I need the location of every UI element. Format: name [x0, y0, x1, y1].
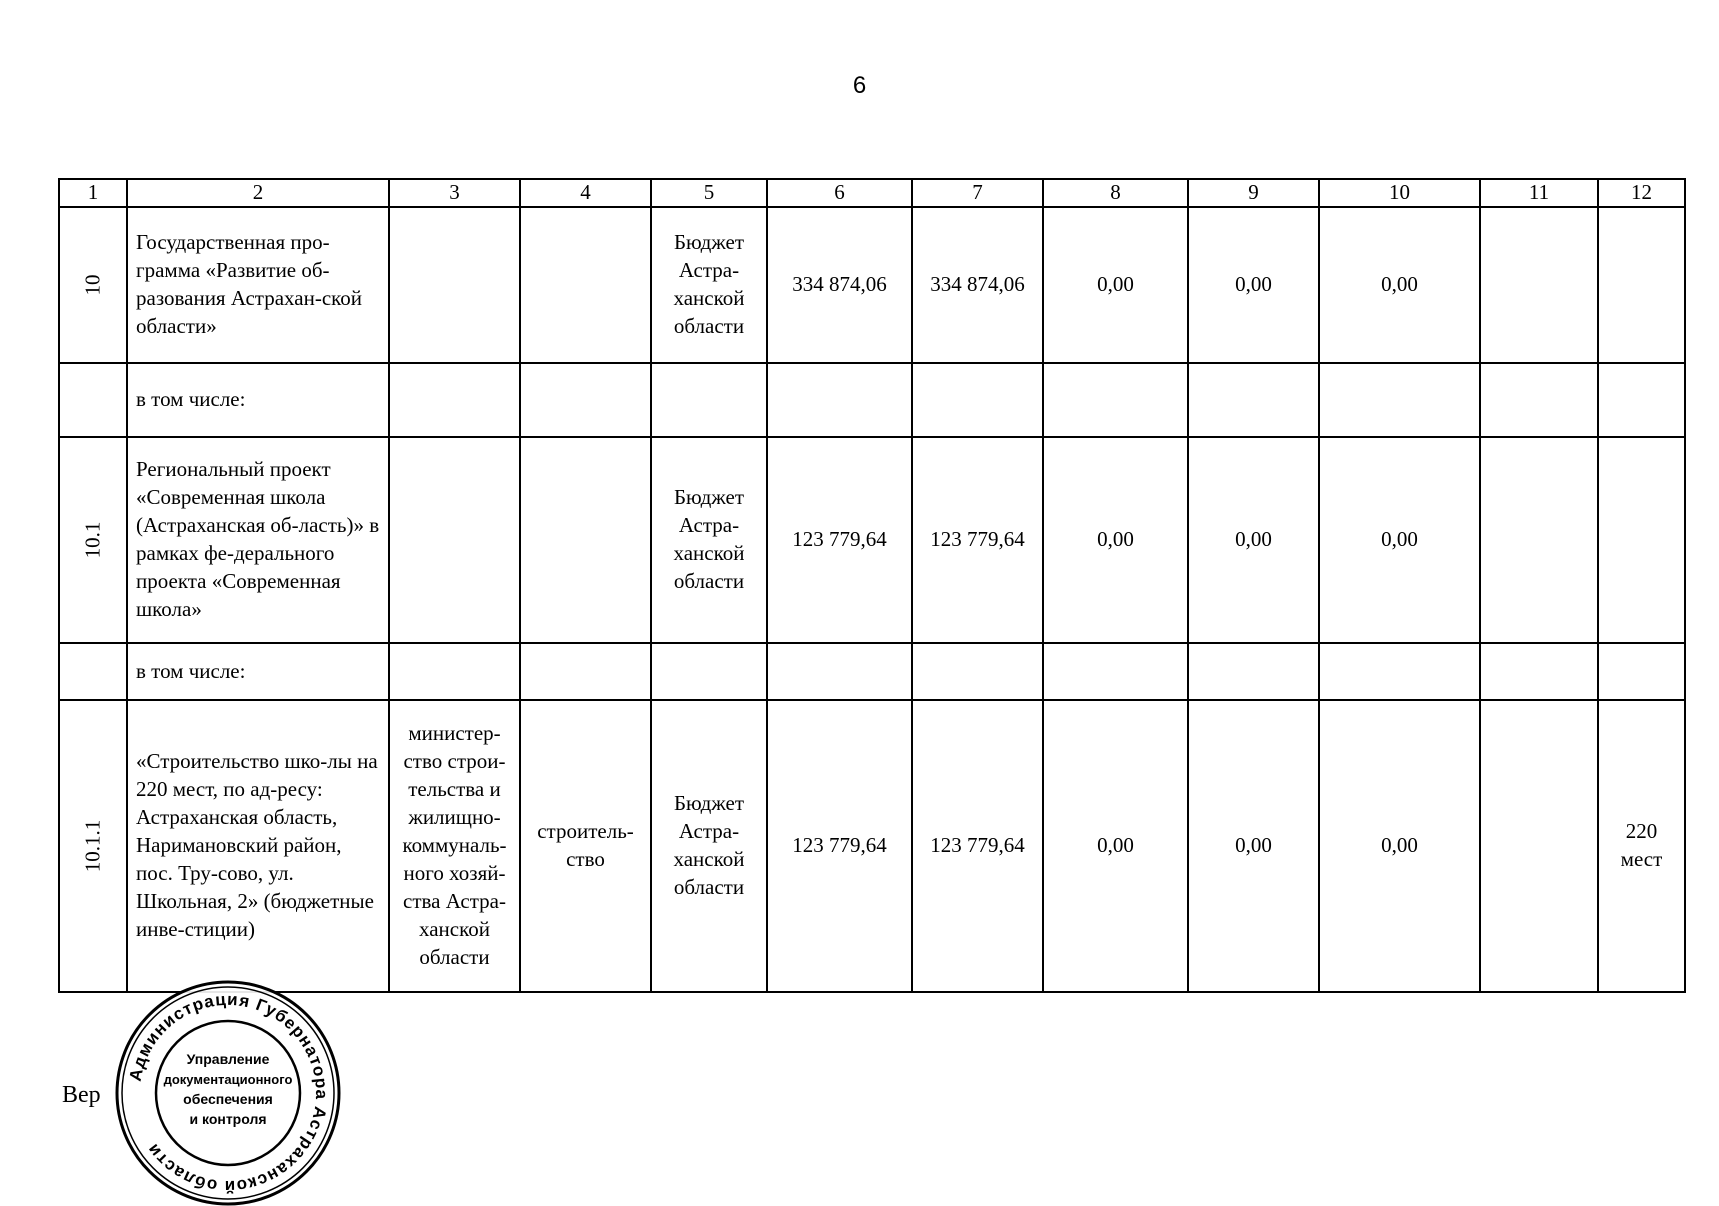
value-cell — [1480, 700, 1598, 992]
amount-cell — [912, 363, 1043, 437]
amount-cell: 0,00 — [1188, 207, 1319, 363]
stamp-line: документационного — [163, 1072, 293, 1087]
header-cell: 5 — [651, 179, 767, 207]
executor-cell — [389, 437, 520, 643]
header-cell: 11 — [1480, 179, 1598, 207]
type-cell — [520, 643, 651, 700]
header-cell: 12 — [1598, 179, 1685, 207]
row-number: 10.1 — [80, 521, 105, 559]
type-cell — [520, 363, 651, 437]
amount-cell — [767, 643, 912, 700]
capacity-cell — [1598, 207, 1685, 363]
amount-cell: 123 779,64 — [912, 437, 1043, 643]
amount-cell: 334 874,06 — [912, 207, 1043, 363]
program-table — [58, 178, 1686, 993]
row-number-cell — [59, 700, 127, 992]
row-number-cell — [59, 437, 127, 643]
type-cell: строитель-ство — [520, 700, 651, 992]
header-cell: 1 — [59, 179, 127, 207]
amount-cell: 0,00 — [1043, 437, 1188, 643]
amount-cell: 0,00 — [1043, 207, 1188, 363]
value-cell — [1480, 437, 1598, 643]
row-number-cell — [59, 363, 127, 437]
type-cell — [520, 437, 651, 643]
executor-cell: министер-ство строи-тельства и жилищно-коммуналь-ного хозяй-ства Астра-ханской области — [389, 700, 520, 992]
source-cell: Бюджет Астра-ханской области — [651, 437, 767, 643]
row-name: Региональный проект «Современная школа (Астраханская об-ласть)» в рамках фе-дерального проекта «Современная школа» — [127, 437, 389, 643]
row-number: 10.1.1 — [80, 819, 105, 873]
amount-cell — [1188, 643, 1319, 700]
amount-cell — [767, 363, 912, 437]
footer-text: Вер — [62, 1082, 101, 1108]
page-number: 6 — [852, 72, 867, 99]
source-cell: Бюджет Астра-ханской области — [651, 700, 767, 992]
stamp-outer-textpath: Администрация Губернатора Астраханской области — [125, 989, 332, 1197]
type-cell — [520, 207, 651, 363]
stamp-line: обеспечения — [183, 1091, 273, 1107]
table-row — [59, 437, 1685, 643]
header-cell: 4 — [520, 179, 651, 207]
official-stamp — [115, 980, 341, 1206]
capacity-cell — [1598, 437, 1685, 643]
stamp-line: и контроля — [189, 1111, 267, 1127]
amount-cell — [1319, 643, 1480, 700]
amount-cell — [1043, 363, 1188, 437]
row-name: «Строительство шко-лы на 220 мест, по ад-ресу: Астраханская область, Наримановский район, пос. Тру-сово, ул. Школьная, 2» (бюджетные инве-стиции) — [127, 700, 389, 992]
header-cell: 8 — [1043, 179, 1188, 207]
amount-cell: 123 779,64 — [912, 700, 1043, 992]
executor-cell — [389, 643, 520, 700]
table-row — [59, 207, 1685, 363]
amount-cell: 123 779,64 — [767, 437, 912, 643]
amount-cell — [912, 643, 1043, 700]
row-number-cell — [59, 207, 127, 363]
table-row — [59, 643, 1685, 700]
stamp-line: Управление — [186, 1051, 270, 1067]
header-cell: 9 — [1188, 179, 1319, 207]
amount-cell — [1043, 643, 1188, 700]
row-name: в том числе: — [127, 643, 389, 700]
capacity-cell — [1598, 363, 1685, 437]
value-cell — [1480, 363, 1598, 437]
row-name: в том числе: — [127, 363, 389, 437]
executor-cell — [389, 207, 520, 363]
row-number: 10 — [80, 274, 105, 296]
amount-cell: 0,00 — [1043, 700, 1188, 992]
amount-cell: 0,00 — [1319, 207, 1480, 363]
amount-cell — [1319, 363, 1480, 437]
table-row — [59, 700, 1685, 992]
header-cell: 7 — [912, 179, 1043, 207]
amount-cell: 0,00 — [1188, 437, 1319, 643]
header-cell: 10 — [1319, 179, 1480, 207]
source-cell: Бюджет Астра-ханской области — [651, 207, 767, 363]
header-row — [59, 179, 1685, 207]
capacity-cell — [1598, 643, 1685, 700]
value-cell — [1480, 643, 1598, 700]
value-cell — [1480, 207, 1598, 363]
header-cell: 6 — [767, 179, 912, 207]
amount-cell: 0,00 — [1319, 700, 1480, 992]
executor-cell — [389, 363, 520, 437]
source-cell — [651, 363, 767, 437]
amount-cell: 334 874,06 — [767, 207, 912, 363]
amount-cell: 123 779,64 — [767, 700, 912, 992]
row-number-cell — [59, 643, 127, 700]
header-cell: 3 — [389, 179, 520, 207]
table-row — [59, 363, 1685, 437]
header-cell: 2 — [127, 179, 389, 207]
source-cell — [651, 643, 767, 700]
amount-cell — [1188, 363, 1319, 437]
amount-cell: 0,00 — [1188, 700, 1319, 992]
row-name: Государственная про-грамма «Развитие об-разования Астрахан-ской области» — [127, 207, 389, 363]
capacity-cell: 220 мест — [1598, 700, 1685, 992]
amount-cell: 0,00 — [1319, 437, 1480, 643]
